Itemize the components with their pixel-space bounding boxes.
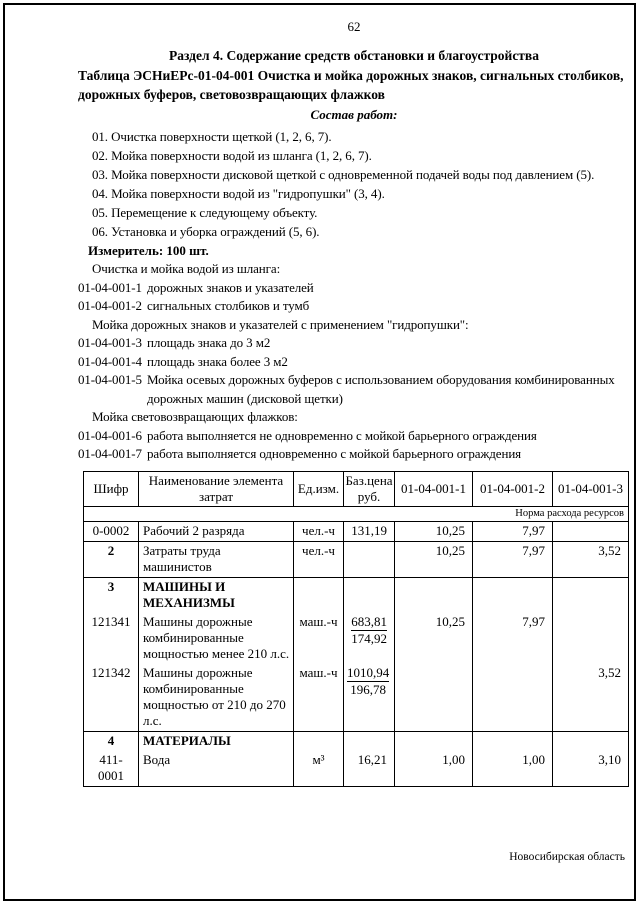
table-row (84, 751, 628, 786)
norm-line (78, 334, 630, 353)
resource-table (83, 471, 629, 787)
cell-code: 4 (84, 732, 139, 751)
table-header-row (84, 472, 628, 507)
norm-code: 01-04-001-6 (78, 427, 142, 443)
norm-line (78, 445, 630, 464)
cell-norm-1: 10,25 (395, 542, 473, 577)
norm-line (78, 371, 630, 408)
cell-group-title: МАТЕРИАЛЫ (139, 732, 294, 751)
cell-code: 0-0002 (84, 522, 139, 541)
cell-name: Затраты труда машинистов (139, 542, 294, 577)
cell-norm-3: 3,52 (598, 542, 621, 558)
header-norm-2: 01-04-001-2 (473, 472, 553, 506)
norm-text: площадь знака до 3 м2 (147, 335, 271, 350)
group-title-row (84, 732, 628, 751)
norm-text: Мойка осевых дорожных буферов с использованием оборудования комбинированных дорожных машин (дисковой щетки) (147, 372, 615, 406)
cell-norm-3 (553, 732, 628, 751)
cell-code: 121341 (84, 613, 139, 664)
cell-norm-1: 1,00 (395, 751, 473, 786)
region-footer: Новосибирская область (509, 851, 625, 863)
norm-text: работа выполняется не одновременно с мойкой барьерного ограждения (147, 427, 537, 443)
cell-unit: маш.-ч (294, 613, 344, 664)
header-unit: Ед.изм. (294, 472, 344, 506)
work-item: 04. Мойка поверхности водой из "гидропушки" (3, 4). (92, 186, 385, 201)
cell-unit: чел.-ч (294, 522, 344, 541)
page-number: 62 (347, 19, 361, 34)
section-title: Раздел 4. Содержание средств обстановки и благоустройства (169, 48, 539, 63)
cell-group-title: МАШИНЫ И МЕХАНИЗМЫ (139, 578, 294, 613)
cell-unit: м³ (294, 751, 344, 786)
norm-line (78, 427, 630, 446)
cell-norm-2: 1,00 (473, 751, 553, 786)
cell-norm-2 (473, 732, 553, 751)
cell-price (344, 613, 395, 664)
document-page (78, 17, 630, 787)
norm-group-heading: Мойка световозвращающих флажков: (92, 409, 298, 424)
norm-code: 01-04-001-7 (78, 446, 142, 461)
header-name: Наименование элемента затрат (139, 472, 294, 506)
cell-norm-3: 3,10 (598, 751, 621, 767)
price-fraction: $\frac{1010,94}{196,78}$ (347, 664, 390, 697)
cell-norm-2: 7,97 (473, 613, 553, 664)
norm-code: 01-04-001-4 (78, 353, 142, 369)
cell-norm-1 (395, 664, 473, 731)
table-subheader: Норма расхода ресурсов (84, 507, 628, 522)
norm-text: площадь знака более 3 м2 (147, 353, 288, 369)
cell-unit (294, 578, 344, 613)
cell-price (344, 732, 395, 751)
cell-norm-2: 7,97 (473, 542, 553, 577)
norm-text: дорожных знаков и указателей (147, 279, 314, 295)
composition-heading: Состав работ: (310, 107, 398, 122)
cell-price: 16,21 (344, 751, 395, 786)
cell-norm-1: 10,25 (395, 522, 473, 541)
norm-lines (78, 260, 630, 464)
cell-norm-1 (395, 732, 473, 751)
cell-price: 131,19 (344, 522, 395, 541)
cell-code: 2 (84, 542, 139, 577)
cell-price (344, 578, 395, 613)
cell-price (344, 664, 395, 731)
table-group-machines (84, 578, 628, 732)
price-fraction: $\frac{683,81}{174,92}$ (351, 613, 387, 646)
table-group-materials (84, 732, 628, 786)
cell-norm-3: 3,52 (598, 664, 621, 680)
cell-code: 411-0001 (84, 751, 139, 786)
norm-code: 01-04-001-5 (78, 372, 142, 387)
work-item: 03. Мойка поверхности дисковой щеткой с одновременной подачей воды под давлением (5). (92, 167, 595, 182)
cell-norm-2 (473, 578, 553, 613)
cell-code: 3 (84, 578, 139, 613)
work-item: 05. Перемещение к следующему объекту. (92, 205, 318, 220)
header-code: Шифр (84, 472, 139, 506)
header-norm-1: 01-04-001-1 (395, 472, 473, 506)
header-norm-3: 01-04-001-3 (558, 480, 623, 496)
norm-text: сигнальных столбиков и тумб (147, 298, 310, 313)
group-title-row (84, 578, 628, 613)
norm-line (78, 279, 630, 298)
meter-line: Измеритель: 100 шт. (88, 243, 209, 258)
cell-norm-1 (395, 578, 473, 613)
norm-code: 01-04-001-1 (78, 279, 142, 295)
table-title: Таблица ЭСНиЕРс-01-04-001 Очистка и мойка дорожных знаков, сигнальных столбиков, дорожных буферов, световозвращающих флажков (78, 68, 624, 102)
cell-norm-3 (553, 578, 628, 613)
norm-code: 01-04-001-2 (78, 298, 142, 313)
norm-text: работа выполняется одновременно с мойкой барьерного ограждения (147, 446, 522, 461)
cell-unit (294, 732, 344, 751)
cell-price (344, 542, 395, 577)
cell-name: Машины дорожные комбинированные мощностью менее 210 л.с. (139, 613, 294, 664)
norm-line (78, 353, 630, 372)
table-row (84, 542, 628, 578)
cell-unit: чел.-ч (294, 542, 344, 577)
cell-norm-2 (473, 664, 553, 731)
norm-group-heading: Очистка и мойка водой из шланга: (92, 261, 281, 276)
cell-name: Вода (139, 751, 294, 786)
work-item: 02. Мойка поверхности водой из шланга (1, 2, 6, 7). (92, 148, 372, 163)
cell-name: Рабочий 2 разряда (139, 522, 294, 541)
norm-line (78, 297, 630, 316)
table-row (84, 613, 628, 664)
cell-norm-3 (553, 522, 628, 541)
cell-unit: маш.-ч (294, 664, 344, 731)
norm-code: 01-04-001-3 (78, 335, 142, 350)
cell-name: Машины дорожные комбинированные мощностью от 210 до 270 л.с. (139, 664, 294, 731)
table-row (84, 664, 628, 731)
header-price: Баз.цена руб. (344, 472, 395, 506)
table-row (84, 522, 628, 542)
norm-group-heading: Мойка дорожных знаков и указателей с применением "гидропушки": (92, 316, 469, 332)
cell-norm-2: 7,97 (473, 522, 553, 541)
cell-code: 121342 (84, 664, 139, 731)
work-item: 01. Очистка поверхности щеткой (1, 2, 6, 7). (92, 129, 332, 144)
cell-norm-1: 10,25 (395, 613, 473, 664)
work-item: 06. Установка и уборка ограждений (5, 6). (92, 224, 320, 239)
cell-norm-3 (553, 613, 628, 664)
work-items-list (78, 127, 630, 241)
